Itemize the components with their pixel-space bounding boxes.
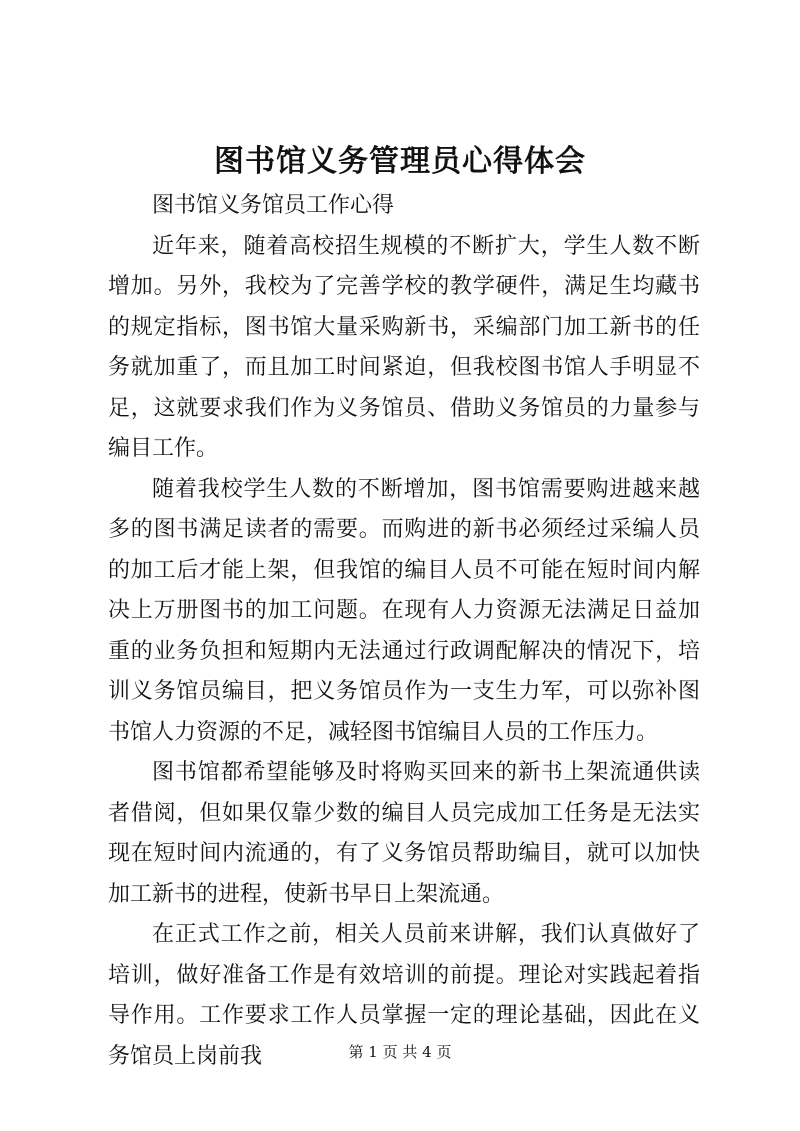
paragraph-4: 在正式工作之前，相关人员前来讲解，我们认真做好了培训，做好准备工作是有效培训的前提。理论对实践起着指导作用。工作要求工作人员掌握一定的理论基础，因此在义务馆员上岗前我 [108, 922, 700, 1069]
document-subtitle: 图书馆义务馆员工作心得 [152, 193, 395, 218]
paragraph-1: 近年来，随着高校招生规模的不断扩大，学生人数不断增加。另外，我校为了完善学校的教学硬件，满足生均藏书的规定指标，图书馆大量采购新书，采编部门加工新书的任务就加重了，而且加工时间紧迫，但我校图书馆人手明显不足，这就要求我们作为义务馆员、借助义务馆员的力量参与编目工作。 [108, 233, 700, 461]
document-title: 图书馆义务管理员心得体会 [214, 144, 586, 179]
document-body [108, 186, 700, 1077]
paragraph-3: 图书馆都希望能够及时将购买回来的新书上架流通供读者借阅，但如果仅靠少数的编目人员完成加工任务是无法实现在短时间内流通的，有了义务馆员帮助编目，就可以加快加工新书的进程，使新书早日上架流通。 [108, 760, 700, 907]
page-footer: 第 1 页 共 4 页 [348, 1043, 452, 1061]
paragraph-2: 随着我校学生人数的不断增加，图书馆需要购进越来越多的图书满足读者的需要。而购进的新书必须经过采编人员的加工后才能上架，但我馆的编目人员不可能在短时间内解决上万册图书的加工问题。在现有人力资源无法满足日益加重的业务负担和短期内无法通过行政调配解决的情况下，培训义务馆员编目，把义务馆员作为一支生力军，可以弥补图书馆人力资源的不足，减轻图书馆编目人员的工作压力。 [108, 476, 700, 745]
